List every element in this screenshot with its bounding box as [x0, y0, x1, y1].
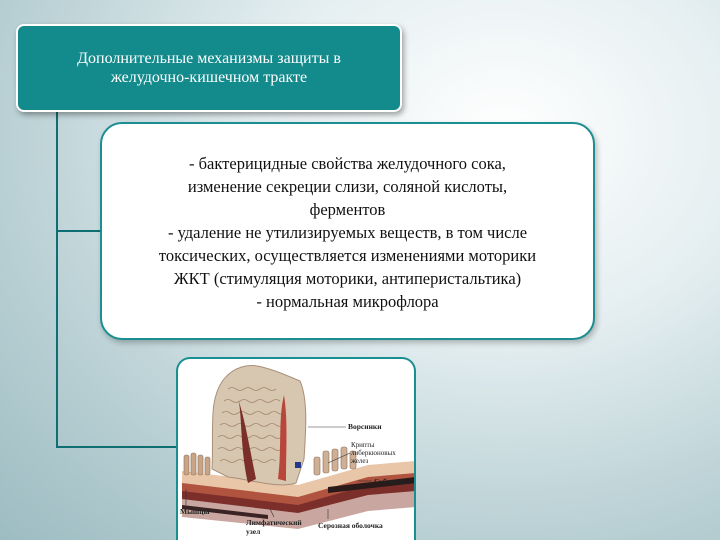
intestine-wall-drawing — [178, 359, 416, 540]
label-serosa: Серозная оболочка — [318, 521, 383, 530]
label-crypts-2: либеркюновых — [351, 449, 396, 457]
connector-vertical — [56, 112, 58, 448]
label-lymph-node-2: узел — [246, 527, 261, 536]
label-lymph-node: Лимфатический — [246, 518, 302, 527]
mechanism-line: ферментов — [309, 200, 386, 219]
mechanism-line: - удаление не утилизируемых веществ, в том числе — [167, 223, 528, 242]
crypt-marker — [295, 462, 301, 468]
title-box — [16, 24, 402, 112]
connector-to-image — [56, 446, 176, 448]
label-muscles: Мышцы — [180, 507, 210, 516]
left-villi — [184, 453, 210, 475]
mechanism-line: ЖКТ (стимуляция моторики, антиперистальтика) — [173, 269, 522, 288]
mechanism-line: - нормальная микрофлора — [256, 292, 439, 311]
label-crypts: Крипты — [351, 441, 375, 449]
villus-fold — [212, 366, 306, 485]
label-submucosa: Субмукоза — [374, 477, 411, 486]
mechanism-line: токсических, осуществляется изменениями моторики — [158, 246, 537, 265]
label-crypts-3: желез — [351, 457, 369, 465]
mechanisms-box — [100, 122, 595, 340]
mechanism-line: - бактерицидные свойства желудочного сока, — [189, 154, 506, 173]
title-text: Дополнительные механизмы защиты в желудочно-кишечном тракте — [77, 50, 341, 86]
intestine-illustration — [176, 357, 416, 540]
label-villi: Ворсинки — [348, 422, 382, 431]
mechanism-line: изменение секреции слизи, соляной кислоты, — [187, 177, 508, 196]
connector-to-text — [56, 230, 100, 232]
